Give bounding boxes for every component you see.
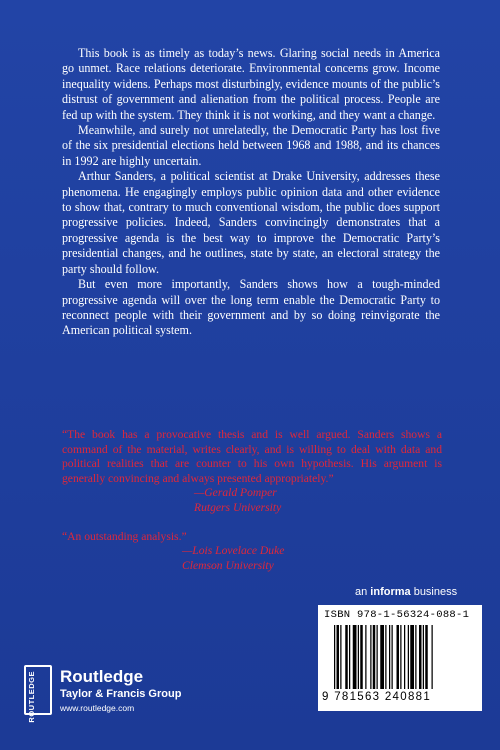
barcode-bar: [392, 625, 393, 689]
publisher-url: www.routledge.com: [60, 703, 135, 713]
barcode-bar: [415, 625, 416, 689]
book-description: [62, 46, 440, 339]
logo-letters: ROUTLEDGE: [27, 671, 36, 723]
blurb-paragraph-1: This book is as timely as today’s news. Glaring social needs in America go unmet. Race relations deteriorate. Environmental concerns grow. Income inequality widens. Perhaps most disturbingly, evidence mounts of the public’s distrust of government and alienation from the political process. People are fed up with the system. They think it is not working, and they want a change.: [62, 46, 440, 122]
barcode-bar: [337, 625, 340, 689]
barcode-bar: [380, 625, 384, 689]
barcode-number: 9 781563 240881: [322, 691, 432, 703]
informa-brand: informa: [370, 586, 411, 598]
quote-institution: Clemson University: [182, 558, 274, 572]
informa-prefix: an: [355, 586, 371, 598]
review-quote: [62, 530, 442, 574]
barcode-bar: [432, 625, 433, 689]
barcode-bar: [377, 625, 378, 689]
barcode-bar: [404, 625, 405, 689]
quote-author: —Gerald Pomper: [194, 486, 277, 500]
blurb-paragraph-3: Arthur Sanders, a political scientist at Drake University, addresses these phenomena. He engagingly employs public opinion data and other evidence to show that, contrary to much conventional wisdom, the public does support progressive policies. Indeed, Sanders convincingly demonstrates that a progressive agenda is the best way to improve the Democratic Party’s presidential changes, and he outlines, state by state, an electoral strategy the party should follow.: [62, 169, 440, 276]
barcode-bar: [358, 625, 359, 689]
barcode-bar: [334, 625, 335, 689]
blurb-paragraph-2: Meanwhile, and surely not unrelatedly, the Democratic Party has lost five of the six presidential elections held between 1968 and 1988, and its chances in 1992 are highly uncertain.: [62, 123, 440, 168]
publisher-group: Taylor & Francis Group: [60, 688, 182, 700]
blurb-paragraph-4: But even more importantly, Sanders shows how a tough-minded progressive agenda will over the long term enable the Democratic Party to reconnect people with their government and by so doing reinvigorate the American political system.: [62, 277, 440, 338]
barcode-bar: [408, 625, 409, 689]
barcode-bar: [410, 625, 414, 689]
barcode-bar: [373, 625, 376, 689]
barcode-bar: [397, 625, 400, 689]
quote-author: —Lois Lovelace Duke: [182, 544, 285, 558]
quote-institution: Rutgers University: [194, 500, 282, 514]
barcode-bar: [365, 625, 366, 689]
barcode-panel: [318, 605, 482, 711]
barcode-icon: [334, 625, 474, 689]
barcode-bar: [419, 625, 422, 689]
isbn-label: ISBN 978-1-56324-088-1: [324, 609, 470, 621]
barcode-bar: [360, 625, 363, 689]
barcode-bar: [340, 625, 341, 689]
barcode-bar: [370, 625, 371, 689]
quote-text: “An outstanding analysis.”: [62, 529, 187, 543]
barcode-bar: [349, 625, 350, 689]
barcode-bar: [385, 625, 386, 689]
quote-text: “The book has a provocative thesis and is well argued. Sanders shows a command of the material, writes clearly, and is willing to deal with data and political realities that are counter to his own hypothesis. His argument is generally convincing and always presented appropriately.”: [62, 428, 442, 485]
informa-tagline: [355, 586, 457, 598]
barcode-bar: [425, 625, 428, 689]
publisher-name: Routledge: [60, 667, 144, 686]
barcode-bar: [400, 625, 401, 689]
barcode-bar: [353, 625, 357, 689]
barcode-bar: [345, 625, 348, 689]
review-quote: [62, 428, 442, 516]
review-quotes: [62, 428, 442, 573]
barcode-bar: [423, 625, 424, 689]
routledge-logo-icon: [24, 665, 52, 723]
barcode-bar: [389, 625, 390, 689]
informa-suffix: business: [410, 586, 458, 598]
